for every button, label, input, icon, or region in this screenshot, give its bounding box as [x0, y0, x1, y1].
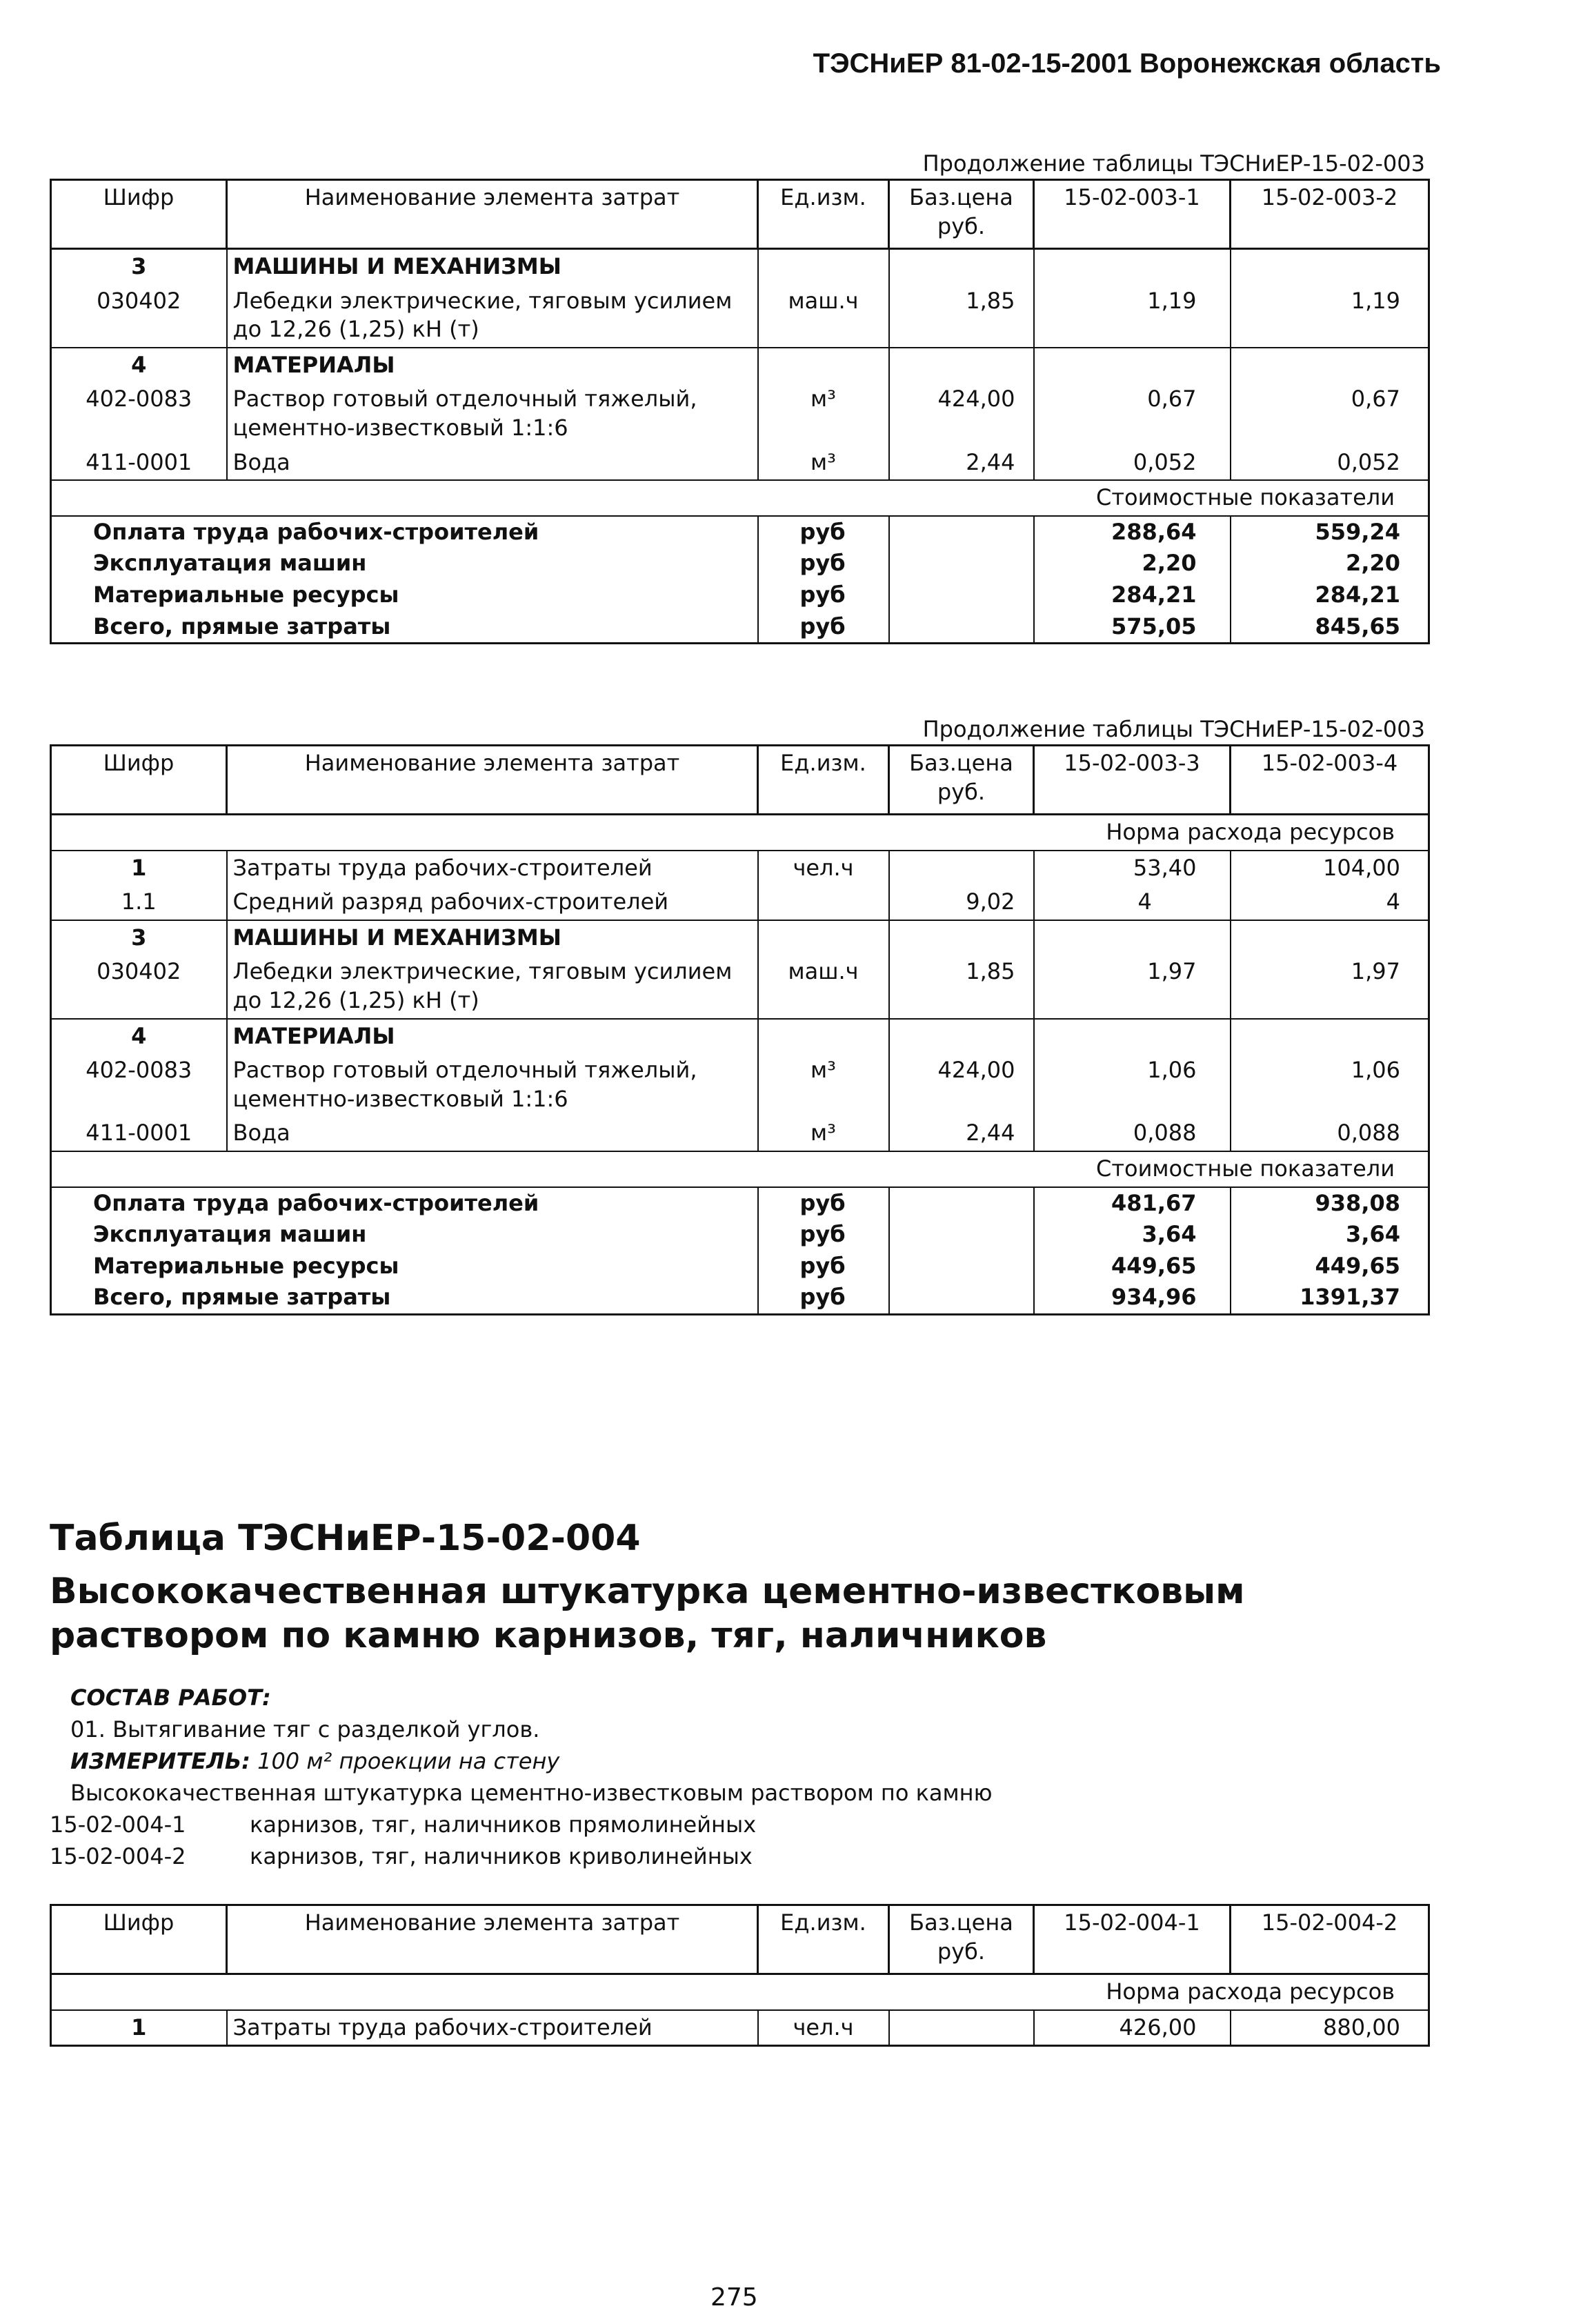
cell-name: МАТЕРИАЛЫ [227, 1019, 758, 1054]
norm-header: Норма расхода ресурсов [51, 1974, 1429, 2010]
section-title: Таблица ТЭСНиЕР-15-02-004 [50, 1518, 641, 1559]
table-15-02-004 [50, 1904, 1428, 2047]
total-unit: руб [758, 579, 889, 611]
cell-unit: м³ [758, 1116, 889, 1151]
total-v1: 284,21 [1034, 579, 1231, 611]
total-v1: 288,64 [1034, 516, 1231, 548]
item-text: карнизов, тяг, наличников криволинейных [250, 1843, 753, 1869]
col-unit: Ед.изм. [758, 180, 889, 249]
cell-v1: 426,00 [1034, 2010, 1231, 2046]
cell-code: 4 [51, 348, 227, 383]
total-label: Всего, прямые затраты [51, 611, 758, 644]
col-c2: 15-02-003-2 [1231, 180, 1429, 249]
col-price: Баз.цена руб. [889, 180, 1034, 249]
col-unit: Ед.изм. [758, 746, 889, 815]
col-name: Наименование элемента затрат [227, 746, 758, 815]
cell-unit: маш.ч [758, 284, 889, 348]
total-row [51, 548, 1429, 579]
section-desc: Высококачественная штукатурка цементно-известковым раствором по камню [70, 1780, 993, 1806]
total-label: Оплата труда рабочих-строителей [93, 518, 539, 545]
table-caption: Продолжение таблицы ТЭСНиЕР-15-02-003 [922, 150, 1425, 177]
total-row [51, 1219, 1429, 1251]
cell-v2: 0,088 [1231, 1116, 1429, 1151]
section-info [50, 1682, 993, 1872]
cell-price: 1,85 [889, 284, 1034, 348]
cell-v1: 1,97 [1034, 955, 1231, 1018]
total-unit: руб [758, 611, 889, 644]
table-caption: Продолжение таблицы ТЭСНиЕР-15-02-003 [922, 716, 1425, 742]
total-v2: 3,64 [1231, 1219, 1429, 1251]
total-unit: руб [758, 516, 889, 548]
cell-v2: 1,19 [1231, 284, 1429, 348]
total-label: Материальные ресурсы [93, 581, 399, 608]
meter-value: 100 м² проекции на стену [257, 1748, 560, 1774]
cell-price: 424,00 [889, 1053, 1034, 1116]
col-name: Наименование элемента затрат [227, 180, 758, 249]
cell-v2: 0,052 [1231, 446, 1429, 481]
col-c1: 15-02-003-3 [1034, 746, 1231, 815]
cell-price: 1,85 [889, 955, 1034, 1018]
work-item: 01. Вытягивание тяг с разделкой углов. [70, 1716, 540, 1742]
col-unit: Ед.изм. [758, 1905, 889, 1974]
cell-v1: 0,67 [1034, 382, 1231, 445]
total-row [51, 1282, 1429, 1314]
cell-name: МАШИНЫ И МЕХАНИЗМЫ [227, 920, 758, 955]
cell-v2: 0,67 [1231, 382, 1429, 445]
cell-unit: м³ [758, 446, 889, 481]
table-row [51, 885, 1429, 920]
table-row [51, 284, 1429, 348]
total-v2: 284,21 [1231, 579, 1429, 611]
cell-price: 9,02 [889, 885, 1034, 920]
cell-name: Раствор готовый отделочный тяжелый, цементно-известковый 1:1:6 [227, 1053, 758, 1116]
cell-name: Затраты труда рабочих-строителей [227, 851, 758, 886]
cell-code: 411-0001 [86, 1120, 192, 1146]
total-label: Эксплуатация машин [93, 550, 367, 577]
cost-header: Стоимостные показатели [51, 1151, 1429, 1187]
col-price: Баз.цена руб. [889, 746, 1034, 815]
cell-unit: маш.ч [758, 955, 889, 1018]
cell-code: 402-0083 [86, 386, 192, 413]
total-v1: 2,20 [1034, 548, 1231, 579]
cell-name: Затраты труда рабочих-строителей [227, 2010, 758, 2046]
cell-name: Вода [227, 1116, 758, 1151]
total-label: Оплата труда рабочих-строителей [93, 1189, 539, 1216]
total-v2: 559,24 [1231, 516, 1429, 548]
cell-price: 424,00 [889, 382, 1034, 445]
cell-name: МАТЕРИАЛЫ [227, 348, 758, 383]
cell-code: 1.1 [121, 888, 157, 915]
total-row [51, 611, 1429, 644]
total-v2: 1391,37 [1231, 1282, 1429, 1314]
total-row [51, 1187, 1429, 1220]
table-row [51, 1116, 1429, 1151]
total-v1: 3,64 [1034, 1219, 1231, 1251]
col-c1: 15-02-003-1 [1034, 180, 1231, 249]
table-row [51, 920, 1429, 955]
cell-name: Лебедки электрические, тяговым усилием до 12,26 (1,25) кН (т) [227, 955, 758, 1018]
cell-code: 1 [51, 2010, 227, 2046]
section-subtitle: Высококачественная штукатурка цементно-известковым раствором по камню карнизов, тяг, наличников [50, 1571, 1245, 1656]
total-v1: 449,65 [1034, 1251, 1231, 1282]
cell-v1: 4 [1034, 885, 1231, 920]
cell-name: Вода [227, 446, 758, 481]
col-c1: 15-02-004-1 [1034, 1905, 1231, 1974]
item-code: 15-02-004-1 [50, 1811, 186, 1838]
table-row [51, 348, 1429, 383]
total-unit: руб [758, 1219, 889, 1251]
total-v1: 575,05 [1034, 611, 1231, 644]
cell-unit: чел.ч [758, 2010, 889, 2046]
table-row [51, 249, 1429, 284]
cell-v2: 104,00 [1231, 851, 1429, 886]
cell-v1: 0,088 [1034, 1116, 1231, 1151]
cell-v2: 880,00 [1231, 2010, 1429, 2046]
cell-v1: 0,052 [1034, 446, 1231, 481]
total-label: Материальные ресурсы [93, 1252, 399, 1279]
total-row [51, 516, 1429, 548]
cell-name: Средний разряд рабочих-строителей [227, 885, 758, 920]
col-code: Шифр [51, 180, 227, 249]
cell-code: 402-0083 [86, 1057, 192, 1084]
item-text: карнизов, тяг, наличников прямолинейных [250, 1811, 757, 1838]
table-row [51, 1053, 1429, 1116]
total-row [51, 579, 1429, 611]
total-v1: 481,67 [1034, 1187, 1231, 1220]
work-label: СОСТАВ РАБОТ: [70, 1685, 271, 1711]
norm-header-row [51, 1974, 1429, 2010]
total-row [51, 1251, 1429, 1282]
cell-price [889, 2010, 1034, 2046]
col-code: Шифр [51, 1905, 227, 1974]
list-item [50, 1809, 993, 1840]
page-header: ТЭСНиЕР 81-02-15-2001 Воронежская область [813, 48, 1441, 79]
table-row [51, 1019, 1429, 1054]
cell-name: МАШИНЫ И МЕХАНИЗМЫ [227, 249, 758, 284]
cell-v1: 1,19 [1034, 284, 1231, 348]
table-row [51, 955, 1429, 1018]
total-unit: руб [758, 1251, 889, 1282]
cell-unit: чел.ч [758, 851, 889, 886]
meter-label: ИЗМЕРИТЕЛЬ: [70, 1748, 250, 1774]
cell-code: 3 [51, 920, 227, 955]
total-unit: руб [758, 1282, 889, 1314]
cell-name: Раствор готовый отделочный тяжелый, цементно-известковый 1:1:6 [227, 382, 758, 445]
cost-header-row [51, 480, 1429, 516]
norm-header: Норма расхода ресурсов [51, 815, 1429, 851]
table-row [51, 446, 1429, 481]
total-v2: 449,65 [1231, 1251, 1429, 1282]
total-v2: 938,08 [1231, 1187, 1429, 1220]
total-v1: 934,96 [1034, 1282, 1231, 1314]
cell-code: 3 [51, 249, 227, 284]
cell-code: 030402 [97, 287, 181, 314]
page-number: 275 [710, 2283, 758, 2312]
cell-unit: м³ [758, 1053, 889, 1116]
item-code: 15-02-004-2 [50, 1843, 186, 1869]
cost-header: Стоимостные показатели [51, 480, 1429, 516]
cost-header-row [51, 1151, 1429, 1187]
total-label: Эксплуатация машин [93, 1221, 367, 1248]
col-c2: 15-02-004-2 [1231, 1905, 1429, 1974]
col-price: Баз.цена руб. [889, 1905, 1034, 1974]
cell-price [889, 851, 1034, 886]
cell-name: Лебедки электрические, тяговым усилием до 12,26 (1,25) кН (т) [227, 284, 758, 348]
total-unit: руб [758, 1187, 889, 1220]
col-code: Шифр [51, 746, 227, 815]
total-v2: 2,20 [1231, 548, 1429, 579]
cell-v1: 53,40 [1034, 851, 1231, 886]
cell-unit: м³ [758, 382, 889, 445]
total-unit: руб [758, 548, 889, 579]
cell-code: 1 [131, 854, 147, 881]
cell-unit [758, 885, 889, 920]
cell-v2: 1,97 [1231, 955, 1429, 1018]
table-15-02-003-cont-1 [50, 148, 1428, 644]
table-row [51, 382, 1429, 445]
col-name: Наименование элемента затрат [227, 1905, 758, 1974]
cell-price: 2,44 [889, 446, 1034, 481]
cell-v2: 1,06 [1231, 1053, 1429, 1116]
cell-v1: 1,06 [1034, 1053, 1231, 1116]
total-label: Всего, прямые затраты [51, 1282, 758, 1314]
norm-header-row [51, 815, 1429, 851]
table-15-02-003-cont-2 [50, 714, 1428, 1315]
total-v2: 845,65 [1231, 611, 1429, 644]
table-row [51, 851, 1429, 886]
cell-v2: 4 [1231, 885, 1429, 920]
cell-code: 4 [51, 1019, 227, 1054]
list-item [50, 1840, 993, 1872]
table-row [51, 2010, 1429, 2046]
cell-code: 411-0001 [86, 448, 192, 475]
cell-code: 030402 [97, 958, 181, 985]
col-c2: 15-02-003-4 [1231, 746, 1429, 815]
cell-price: 2,44 [889, 1116, 1034, 1151]
